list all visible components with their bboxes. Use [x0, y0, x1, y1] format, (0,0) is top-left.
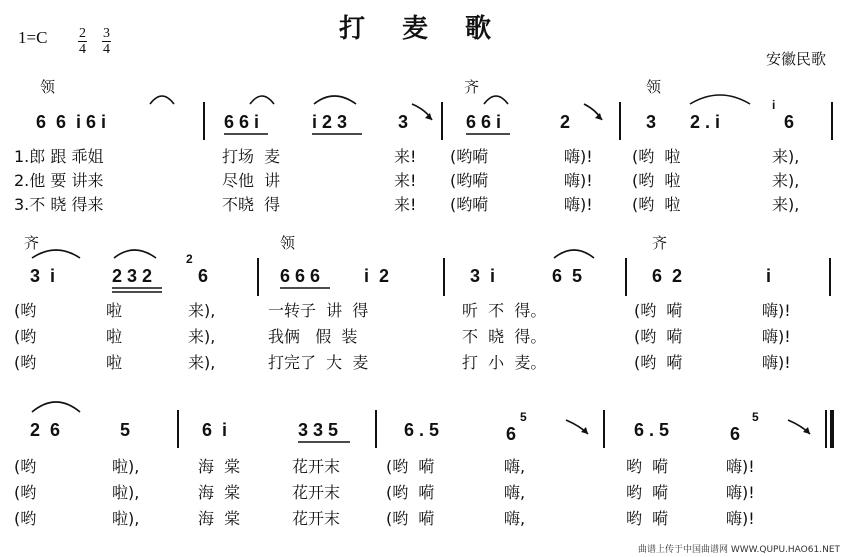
note-group: 2 [560, 112, 571, 132]
footer-watermark: 曲谱上传于中国曲谱网 WWW.QUPU.HAO61.NET [637, 545, 840, 555]
lyric-verse-3: 啦 [106, 353, 123, 372]
note-group: 3 i [30, 266, 56, 286]
lyric-verse-3: (哟 嗬 [634, 353, 683, 372]
lyric-verse-1: 来), [188, 301, 216, 320]
part-label: 齐 [464, 78, 480, 96]
note-group: 6 . 5 [634, 420, 670, 440]
lyric-verse-1: 哟 嗬 [626, 457, 669, 476]
note-group: 6 6 i 6 i [36, 112, 107, 132]
lyric-verse-3: 哟 嗬 [626, 509, 669, 528]
lyric-verse-3: 打完了 大 麦 [268, 353, 369, 372]
lyric-verse-1: 打场 麦 [222, 147, 281, 166]
lyric-verse-2: (哟 嗬 [386, 483, 435, 502]
slur [150, 96, 174, 104]
note-group: 6 . 5 [404, 420, 440, 440]
part-label: 领 [646, 78, 662, 96]
lyric-verse-2: 嗨, [504, 483, 526, 502]
lyric-verse-3: (哟 [14, 353, 37, 372]
note-group: i 2 3 [312, 112, 348, 132]
slur [484, 96, 508, 104]
note-group: 6 [198, 266, 209, 286]
lyric-verse-2: (哟嗬 [450, 171, 489, 190]
note-group: 6 [506, 424, 517, 444]
arrow-head [425, 113, 432, 120]
slur [250, 96, 274, 104]
note-group: 6 [784, 112, 795, 132]
note-group: 3 i [470, 266, 496, 286]
lyric-verse-1: 啦), [112, 457, 140, 476]
note-group: i [766, 266, 772, 286]
lyric-verse-2: 啦 [106, 327, 123, 346]
grace-note: i [772, 98, 776, 112]
lyric-verse-1: 嗨)! [726, 457, 755, 476]
grace-note: 2 [186, 252, 193, 266]
note-group: 6 2 [652, 266, 683, 286]
lyric-verse-1: 来! [394, 147, 417, 166]
note-group: 6 6 6 [280, 266, 321, 286]
lyric-verse-2: 不 晓 得。 [462, 327, 547, 346]
lyric-verse-2: 嗨)! [726, 483, 755, 502]
note-group: 3 [398, 112, 409, 132]
lyric-verse-1: (哟嗬 [450, 147, 489, 166]
time-signature-2: $\frac{3}{4}$ [103, 26, 110, 57]
lyric-verse-3: 来), [188, 353, 216, 372]
lyric-verse-2: 来), [188, 327, 216, 346]
note-group: 2 3 2 [112, 266, 153, 286]
lyric-verse-3: 嗨)! [564, 195, 593, 214]
note-group: 2 . i [690, 112, 721, 132]
lyric-verse-2: (哟 嗬 [634, 327, 683, 346]
lyric-verse-3: 海 棠 [198, 509, 241, 528]
lyric-verse-2: 2.他 要 讲来 [14, 171, 104, 190]
note-group: 6 i [202, 420, 228, 440]
note-group: 6 6 i [466, 112, 502, 132]
note-group: i 2 [364, 266, 390, 286]
lyric-verse-1: 嗨)! [762, 301, 791, 320]
slur [690, 95, 750, 104]
lyric-verse-1: (哟 [14, 457, 37, 476]
lyric-verse-3: 来! [394, 195, 417, 214]
page-title: 打 麦 歌 [338, 14, 506, 44]
lyric-verse-2: 哟 嗬 [626, 483, 669, 502]
lyric-verse-1: (哟 嗬 [386, 457, 435, 476]
lyric-verse-2: 海 棠 [198, 483, 241, 502]
part-label: 齐 [24, 234, 40, 252]
lyric-verse-3: 来), [772, 195, 800, 214]
time-signature-1: $\frac{2}{4}$ [79, 26, 86, 57]
lyric-verse-1: 1.郎 跟 乖姐 [14, 147, 104, 166]
lyric-verse-1: 一转子 讲 得 [268, 301, 369, 320]
note-group: 3 [646, 112, 657, 132]
lyric-verse-3: (哟 嗬 [386, 509, 435, 528]
lyric-verse-3: (哟嗬 [450, 195, 489, 214]
lyric-verse-2: 嗨)! [762, 327, 791, 346]
lyric-verse-3: 啦), [112, 509, 140, 528]
note-group: 5 [120, 420, 131, 440]
lyric-verse-3: 嗨)! [762, 353, 791, 372]
slur [32, 250, 80, 258]
slur [314, 96, 356, 104]
lyric-verse-3: 嗨)! [726, 509, 755, 528]
note-group: 2 6 [30, 420, 61, 440]
note-group: 6 [730, 424, 741, 444]
lyric-verse-1: (哟 嗬 [634, 301, 683, 320]
slur [32, 402, 80, 412]
slur [114, 250, 156, 258]
lyric-verse-1: 来), [772, 147, 800, 166]
lyric-verse-3: 不晓 得 [222, 195, 281, 214]
part-label: 领 [280, 234, 296, 252]
lyric-verse-2: 尽他 讲 [222, 171, 281, 190]
lyric-verse-1: (哟 [14, 301, 37, 320]
lyric-verse-3: (哟 [14, 509, 37, 528]
key-signature: 1=C [18, 28, 48, 47]
grace-note: 5 [752, 410, 759, 424]
part-label: 齐 [652, 234, 668, 252]
lyric-verse-2: (哟 啦 [632, 171, 681, 190]
lyric-verse-1: 啦 [106, 301, 123, 320]
lyric-verse-3: 3.不 晓 得来 [14, 195, 104, 214]
lyric-verse-1: 花开末 [292, 457, 341, 476]
lyric-verse-1: 嗨)! [564, 147, 593, 166]
lyric-verse-1: 海 棠 [198, 457, 241, 476]
lyric-verse-2: 来! [394, 171, 417, 190]
grace-note: 5 [520, 410, 527, 424]
composer-credit: 安徽民歌 [765, 50, 826, 68]
part-label: 领 [40, 78, 56, 96]
lyric-verse-3: 打 小 麦。 [462, 353, 547, 372]
lyric-verse-2: 我俩 假 装 [268, 327, 358, 346]
note-group: 3 3 5 [298, 420, 339, 440]
slur [554, 250, 594, 258]
lyric-verse-1: (哟 啦 [632, 147, 681, 166]
lyric-verse-2: 来), [772, 171, 800, 190]
lyric-verse-2: 啦), [112, 483, 140, 502]
lyric-verse-2: (哟 [14, 483, 37, 502]
lyric-verse-3: 花开末 [292, 509, 341, 528]
lyric-verse-1: 听 不 得。 [462, 301, 547, 320]
lyric-verse-2: 花开末 [292, 483, 341, 502]
lyric-verse-2: 嗨)! [564, 171, 593, 190]
note-group: 6 6 i [224, 112, 260, 132]
lyric-verse-1: 嗨, [504, 457, 526, 476]
lyric-verse-2: (哟 [14, 327, 37, 346]
lyric-verse-3: 嗨, [504, 509, 526, 528]
note-group: 6 5 [552, 266, 583, 286]
lyric-verse-3: (哟 啦 [632, 195, 681, 214]
